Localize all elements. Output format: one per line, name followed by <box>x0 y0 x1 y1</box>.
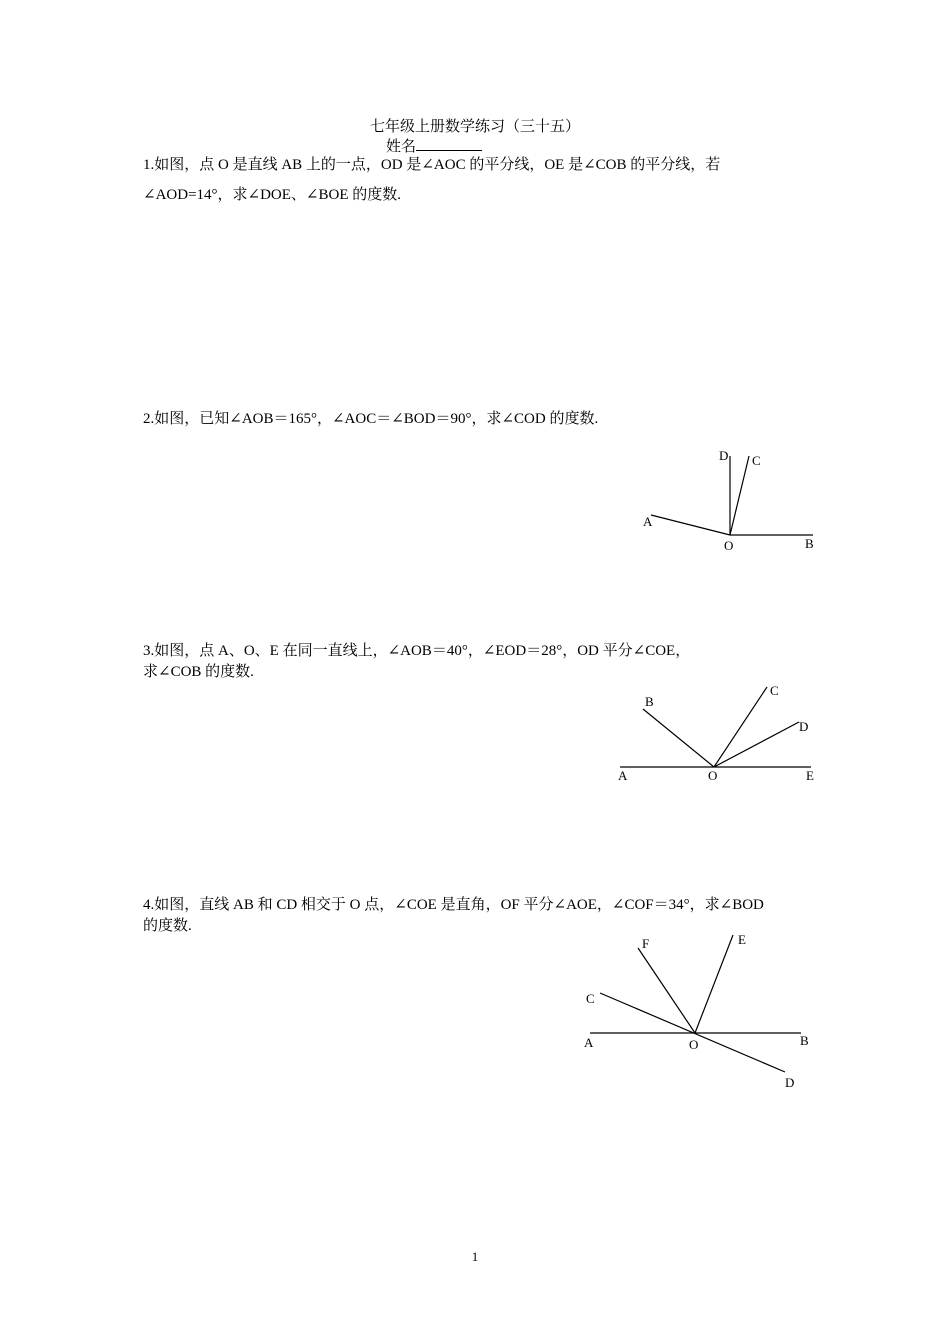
q3-label-E: E <box>806 768 814 783</box>
q2-label-C: C <box>752 453 761 468</box>
q3-label-B: B <box>645 694 654 709</box>
q3-text-line2: 求∠COB 的度数. <box>143 664 254 680</box>
q4-label-A: A <box>584 1035 594 1050</box>
q4-label-E: E <box>738 932 746 947</box>
q3-label-A: A <box>618 768 628 783</box>
q3-label-C: C <box>770 683 779 698</box>
q4-ray-OF <box>638 948 695 1033</box>
q3-label-D: D <box>799 719 809 734</box>
q1-text-line1: 1.如图，点 O 是直线 AB 上的一点，OD 是∠AOC 的平分线，OE 是∠COB 的平分线，若 <box>143 157 721 173</box>
q4-text-line2: 的度数. <box>143 918 192 934</box>
q2-label-B: B <box>805 536 814 551</box>
q4-label-D: D <box>785 1075 795 1090</box>
q4-ray-OE <box>695 935 733 1033</box>
q3-text-line1: 3.如图，点 A、O、E 在同一直线上，∠AOB＝40°，∠EOD＝28°，OD 平分∠COE， <box>143 643 691 659</box>
q1-text-line2: ∠AOD=14°，求∠DOE、∠BOE 的度数. <box>143 187 401 203</box>
q3-label-O: O <box>708 768 718 783</box>
page-number: 1 <box>471 1249 479 1264</box>
q2-label-O: O <box>724 538 734 553</box>
q4-label-C: C <box>586 991 595 1006</box>
q2-text-line1: 2.如图，已知∠AOB＝165°，∠AOC＝∠BOD＝90°，求∠COD 的度数. <box>143 411 599 427</box>
page-title: 七年级上册数学练习（三十五） <box>369 119 580 135</box>
q2-label-D: D <box>719 448 729 463</box>
name-label: 姓名 <box>386 139 417 155</box>
q4-label-O: O <box>689 1037 699 1052</box>
q4-label-F: F <box>642 936 650 951</box>
q4-label-B: B <box>800 1033 809 1048</box>
q4-text-line1: 4.如图，直线 AB 和 CD 相交于 O 点，∠COE 是直角，OF 平分∠AOE，∠COF＝34°，求∠BOD <box>143 897 764 913</box>
q2-label-A: A <box>643 514 653 529</box>
